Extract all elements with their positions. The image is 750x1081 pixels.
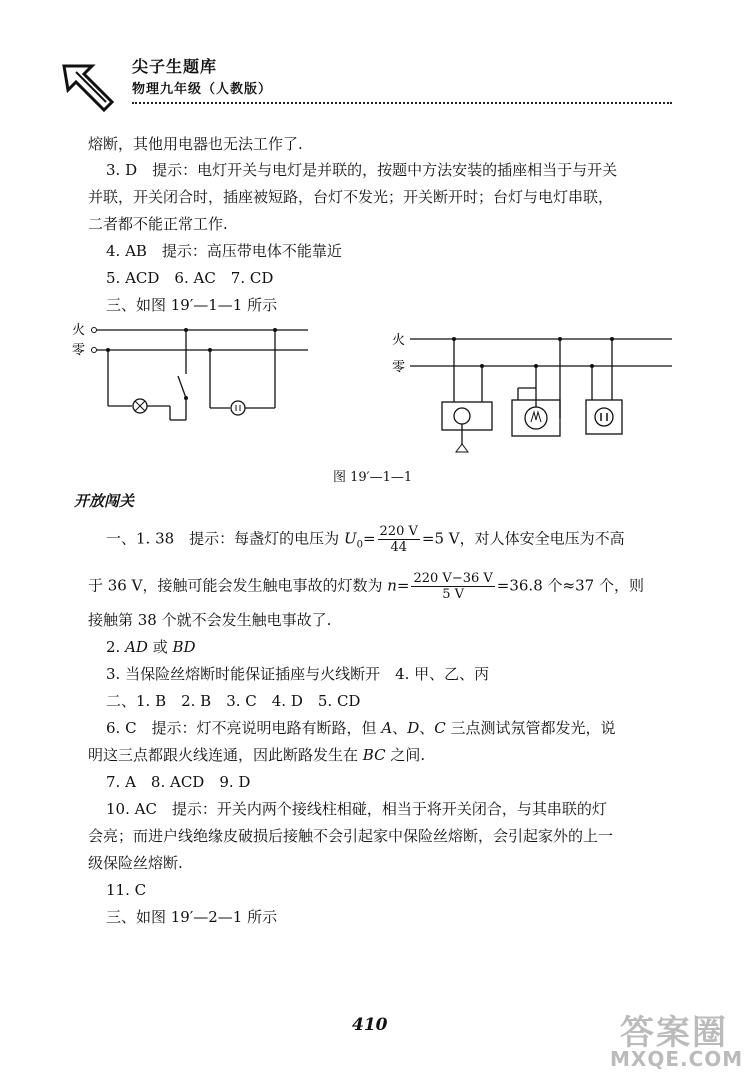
text-line: 级保险丝熔断. bbox=[88, 854, 183, 872]
text-line: 4. AB 提示：高压带电体不能靠近 bbox=[106, 242, 342, 260]
watermark bbox=[600, 1005, 744, 1075]
text-line: 三、如图 19′—2—1 所示 bbox=[106, 908, 278, 926]
switch-icon bbox=[178, 376, 186, 398]
formula-suffix: =5 V，对人体安全电压为不高 bbox=[421, 529, 625, 548]
text-span: 或 bbox=[147, 638, 173, 656]
text-span: 之间. bbox=[385, 746, 426, 764]
wall-socket-icon bbox=[595, 408, 613, 426]
neutral-wire-label: 零 bbox=[392, 360, 406, 375]
page-header bbox=[62, 50, 682, 112]
italic-term: A bbox=[381, 719, 393, 737]
text-line: 并联，开关闭合时，插座被短路，台灯不发光；开关断开时；台灯与电灯串联， bbox=[88, 188, 614, 206]
page-number: 410 bbox=[352, 1015, 388, 1035]
text-line: 熔断，其他用电器也无法工作了. bbox=[88, 135, 303, 153]
text-line: 7. A 8. ACD 9. D bbox=[106, 773, 251, 791]
italic-term: C bbox=[434, 719, 446, 737]
italic-term: D bbox=[407, 719, 420, 737]
text-line bbox=[88, 745, 425, 765]
table-lamp-socket-icon bbox=[454, 408, 470, 424]
watermark-logo-text: 答案圈 bbox=[620, 1013, 728, 1053]
formula-equals: = bbox=[396, 576, 410, 595]
table-lamp-icon bbox=[456, 444, 468, 452]
circuit-diagram-right bbox=[386, 326, 678, 456]
circuit-diagram-left bbox=[70, 318, 315, 426]
text-line: 5. ACD 6. AC 7. CD bbox=[106, 269, 274, 287]
formula-suffix: =36.8 个≈37 个，则 bbox=[496, 576, 644, 595]
text-line bbox=[106, 718, 616, 738]
text-line: 3. 当保险丝熔断时能保证插座与火线断开 4. 甲、乙、丙 bbox=[106, 665, 490, 683]
text-line: 二、1. B 2. B 3. C 4. D 5. CD bbox=[106, 692, 361, 710]
formula-variable: U bbox=[343, 529, 357, 548]
text-span: 2. bbox=[106, 638, 126, 656]
text-line bbox=[106, 637, 196, 657]
fraction-numerator: 220 V bbox=[379, 524, 418, 539]
text-line: 10. AC 提示：开关内两个接线柱相碰，相当于将开关闭合，与其串联的灯 bbox=[106, 800, 607, 818]
header-divider bbox=[132, 102, 672, 104]
text-line: 三、如图 19′—1—1 所示 bbox=[106, 296, 278, 314]
italic-term: BD bbox=[172, 638, 196, 656]
fraction bbox=[411, 571, 494, 602]
italic-term: BC bbox=[362, 746, 386, 764]
formula-subscript: 0 bbox=[356, 539, 363, 551]
text-line-formula bbox=[88, 571, 644, 602]
figure-caption: 图 19′—1—1 bbox=[333, 470, 413, 485]
italic-term: AD bbox=[125, 638, 148, 656]
formula-equals: = bbox=[362, 529, 376, 548]
live-wire-label: 火 bbox=[72, 323, 86, 338]
formula-prefix: 一、1. 38 提示：每盏灯的电压为 bbox=[106, 529, 344, 548]
text-line: 3. D 提示：电灯开关与电灯是并联的，按题中方法安装的插座相当于与开关 bbox=[106, 161, 618, 179]
text-span: 、 bbox=[392, 719, 408, 737]
formula-variable: n bbox=[387, 576, 397, 595]
formula-prefix: 于 36 V，接触可能会发生触电事故的灯数为 bbox=[88, 576, 388, 595]
arrow-logo-icon bbox=[62, 62, 120, 114]
text-span: 6. C 提示：灯不亮说明电路有断路，但 bbox=[106, 719, 382, 737]
fraction bbox=[378, 524, 420, 555]
text-span: 明这三点都跟火线连通，因此断路发生在 bbox=[88, 746, 363, 764]
live-wire-label: 火 bbox=[392, 333, 406, 348]
text-line: 二者都不能正常工作. bbox=[88, 215, 228, 233]
fraction-denominator: 5 V bbox=[442, 587, 465, 602]
socket-icon bbox=[231, 401, 245, 415]
book-title: 尖子生题库 bbox=[132, 57, 218, 76]
fraction-numerator: 220 V−36 V bbox=[413, 571, 493, 586]
text-line: 会亮；而进户线绝缘皮破损后接触不会引起家中保险丝熔断，会引起家外的上一 bbox=[88, 827, 614, 845]
fraction-denominator: 44 bbox=[390, 540, 407, 555]
watermark-url-text: MXQE.COM bbox=[610, 1047, 744, 1071]
text-line-formula bbox=[106, 524, 625, 556]
text-span: 三点测试氖管都发光，说 bbox=[445, 719, 616, 737]
section-title: 开放闯关 bbox=[74, 492, 135, 510]
book-subtitle: 物理九年级（人教版） bbox=[132, 82, 273, 97]
text-line: 11. C bbox=[106, 881, 147, 899]
text-line: 接触第 38 个就不会发生触电事故了. bbox=[88, 611, 332, 629]
neutral-wire-label: 零 bbox=[72, 343, 86, 358]
text-span: 、 bbox=[419, 719, 435, 737]
